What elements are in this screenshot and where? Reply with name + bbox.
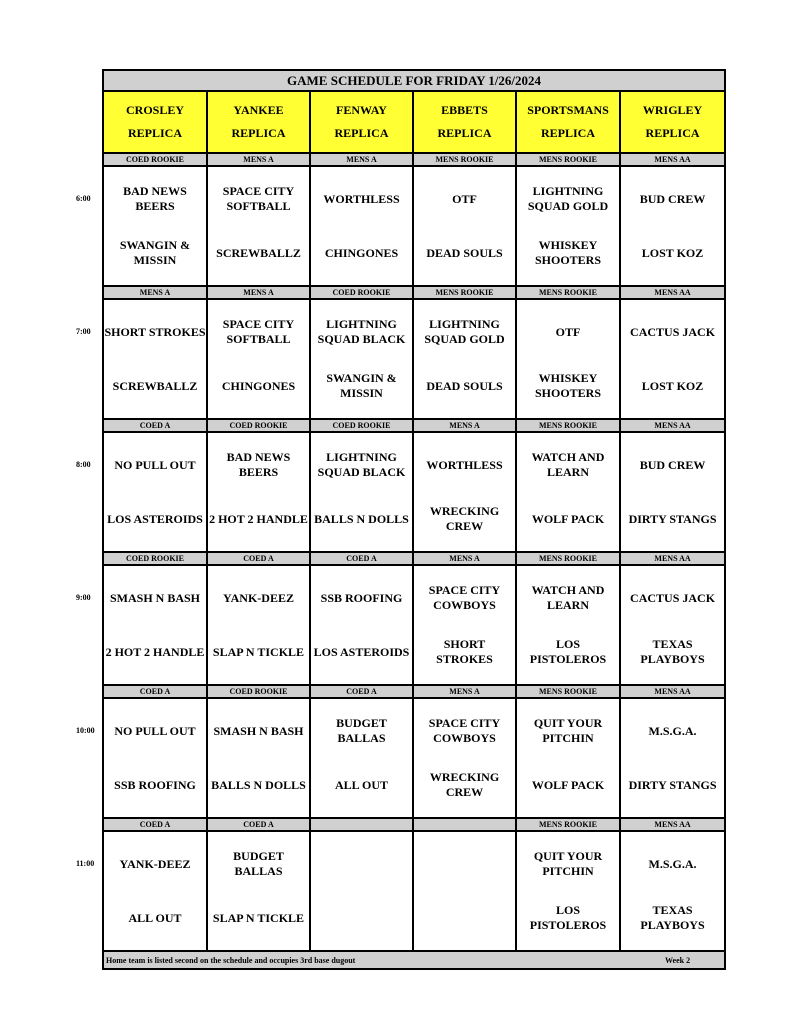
away-team: SSB ROOFING <box>320 590 403 605</box>
home-team: WOLF PACK <box>531 511 605 526</box>
division-row <box>103 153 725 166</box>
matchup-gap <box>414 488 515 496</box>
away-team: NO PULL OUT <box>114 457 196 472</box>
game-cell <box>620 432 725 552</box>
matchup-gap <box>621 887 724 895</box>
division-label: MENS ROOKIE <box>516 552 620 565</box>
division-row <box>103 286 725 299</box>
title-row <box>103 70 725 91</box>
game-cell <box>310 299 413 419</box>
matchup-gap <box>517 222 619 230</box>
matchup-gap <box>621 621 724 629</box>
division-label: MENS A <box>310 153 413 166</box>
division-label: MENS AA <box>620 419 725 432</box>
game-cell <box>516 166 620 286</box>
home-team <box>414 895 515 941</box>
time-label: 6:00 <box>76 194 91 203</box>
home-team: 2 HOT 2 HANDLE <box>105 644 205 659</box>
division-label: COED ROOKIE <box>310 419 413 432</box>
game-cell <box>516 698 620 818</box>
division-label: MENS AA <box>620 685 725 698</box>
home-team: WOLF PACK <box>531 777 605 792</box>
home-team: DIRTY STANGS <box>628 511 717 526</box>
away-team: SPACE CITY COWBOYS <box>428 583 501 612</box>
matchup-gap <box>621 222 724 230</box>
away-team: LIGHTNING SQUAD BLACK <box>317 317 406 346</box>
matchup-gap <box>104 488 206 496</box>
field-name: YANKEE <box>233 103 284 117</box>
game-cell <box>620 299 725 419</box>
schedule-title: GAME SCHEDULE FOR FRIDAY 1/26/2024 <box>103 70 725 91</box>
game-row <box>103 565 725 685</box>
away-team: M.S.G.A. <box>648 723 697 738</box>
matchup-gap <box>414 355 515 363</box>
game-cell <box>207 166 310 286</box>
home-team: SSB ROOFING <box>114 777 196 792</box>
away-team: OTF <box>555 324 581 339</box>
game-cell <box>620 565 725 685</box>
game-cell <box>620 831 725 951</box>
division-row <box>103 552 725 565</box>
away-team: M.S.G.A. <box>648 856 697 871</box>
game-cell <box>413 831 516 951</box>
home-team: TEXAS PLAYBOYS <box>640 903 705 932</box>
matchup-gap <box>517 887 619 895</box>
footer-row <box>103 951 725 969</box>
division-label: MENS ROOKIE <box>413 153 516 166</box>
away-team: BUDGET BALLAS <box>233 849 284 878</box>
game-cell <box>207 432 310 552</box>
game-cell <box>207 831 310 951</box>
matchup-gap <box>104 754 206 762</box>
division-row <box>103 419 725 432</box>
field-header <box>516 91 620 153</box>
game-cell <box>310 432 413 552</box>
home-team-note: Home team is listed second on the schedule and occupies 3rd base dugout <box>106 955 356 965</box>
week-label: Week 2 <box>664 955 691 965</box>
division-label: MENS A <box>413 419 516 432</box>
away-team: SMASH N BASH <box>109 590 201 605</box>
division-label: COED ROOKIE <box>207 685 310 698</box>
away-team: LIGHTNING SQUAD GOLD <box>527 184 609 213</box>
field-header <box>413 91 516 153</box>
home-team: LOS PISTOLEROS <box>529 637 607 666</box>
matchup-gap <box>414 222 515 230</box>
matchup-gap <box>311 887 412 895</box>
away-team: BAD NEWS BEERS <box>123 184 187 213</box>
division-label: MENS ROOKIE <box>516 685 620 698</box>
game-cell <box>103 299 207 419</box>
game-cell <box>620 698 725 818</box>
away-team: WATCH AND LEARN <box>531 450 605 479</box>
away-team: BAD NEWS BEERS <box>226 450 291 479</box>
matchup-gap <box>414 754 515 762</box>
division-label: MENS ROOKIE <box>516 818 620 831</box>
home-team: SLAP N TICKLE <box>212 644 305 659</box>
matchup-gap <box>621 754 724 762</box>
matchup-gap <box>208 621 309 629</box>
away-team: LIGHTNING SQUAD BLACK <box>317 450 406 479</box>
home-team: BALLS N DOLLS <box>314 511 409 526</box>
field-sub: REPLICA <box>334 126 389 140</box>
time-label: 10:00 <box>76 726 95 735</box>
home-team: SLAP N TICKLE <box>212 910 305 925</box>
field-sub: REPLICA <box>645 126 700 140</box>
field-name: CROSLEY <box>125 103 184 117</box>
game-cell <box>516 299 620 419</box>
matchup-gap <box>414 887 515 895</box>
matchup-gap <box>208 355 309 363</box>
home-team: WHISKEY SHOOTERS <box>534 371 602 400</box>
game-cell <box>413 432 516 552</box>
field-header <box>103 91 207 153</box>
field-header <box>620 91 725 153</box>
field-name: WRIGLEY <box>642 103 703 117</box>
division-label: MENS A <box>207 286 310 299</box>
matchup-gap <box>104 887 206 895</box>
home-team: DEAD SOULS <box>426 245 503 260</box>
home-team: DEAD SOULS <box>426 378 503 393</box>
division-label: COED ROOKIE <box>207 419 310 432</box>
matchup-gap <box>517 754 619 762</box>
field-header <box>207 91 310 153</box>
footer-cell <box>103 951 725 969</box>
away-team: SPACE CITY SOFTBALL <box>222 317 295 346</box>
home-team: SCREWBALLZ <box>112 378 198 393</box>
division-label: COED A <box>103 685 207 698</box>
field-name: SPORTSMANS <box>527 103 609 117</box>
division-row <box>103 685 725 698</box>
home-team: ALL OUT <box>128 910 182 925</box>
home-team <box>311 895 412 941</box>
footer-wrap <box>104 956 724 965</box>
matchup-gap <box>517 488 619 496</box>
home-team: 2 HOT 2 HANDLE <box>209 511 308 526</box>
matchup-gap <box>621 355 724 363</box>
away-team: WATCH AND LEARN <box>531 583 605 612</box>
division-label: MENS AA <box>620 153 725 166</box>
matchup-gap <box>311 488 412 496</box>
game-cell <box>207 299 310 419</box>
game-row <box>103 299 725 419</box>
away-team: CACTUS JACK <box>630 324 716 339</box>
division-label: COED A <box>310 685 413 698</box>
away-team: WORTHLESS <box>323 191 400 206</box>
game-cell <box>413 299 516 419</box>
division-label: MENS AA <box>620 552 725 565</box>
away-team: WORTHLESS <box>426 457 503 472</box>
away-team: SPACE CITY COWBOYS <box>428 716 501 745</box>
game-cell <box>413 565 516 685</box>
game-cell <box>516 565 620 685</box>
home-team: SWANGIN & MISSIN <box>326 371 397 400</box>
home-team: LOS PISTOLEROS <box>529 903 607 932</box>
division-label: MENS ROOKIE <box>516 286 620 299</box>
time-label: 7:00 <box>76 327 91 336</box>
home-team: BALLS N DOLLS <box>211 777 306 792</box>
division-label: MENS ROOKIE <box>516 153 620 166</box>
field-header <box>310 91 413 153</box>
division-label: COED A <box>207 552 310 565</box>
away-team: CACTUS JACK <box>630 590 716 605</box>
home-team: SHORT STROKES <box>436 637 493 666</box>
division-label: COED A <box>207 818 310 831</box>
division-label: MENS A <box>413 685 516 698</box>
away-team: OTF <box>452 191 477 206</box>
home-team: TEXAS PLAYBOYS <box>640 637 705 666</box>
matchup-gap <box>414 621 515 629</box>
home-team: LOS ASTEROIDS <box>313 644 410 659</box>
home-team: DIRTY STANGS <box>628 777 717 792</box>
division-label: COED A <box>310 552 413 565</box>
away-team: QUIT YOUR PITCHIN <box>533 849 603 878</box>
game-cell <box>207 698 310 818</box>
division-row <box>103 818 725 831</box>
time-label: 9:00 <box>76 593 91 602</box>
home-team: WHISKEY SHOOTERS <box>534 238 602 267</box>
matchup-gap <box>104 621 206 629</box>
matchup-gap <box>517 621 619 629</box>
away-team: NO PULL OUT <box>114 723 196 738</box>
schedule-table <box>102 69 726 970</box>
game-row <box>103 432 725 552</box>
division-label: COED A <box>103 419 207 432</box>
home-team: LOS ASTEROIDS <box>107 511 203 526</box>
division-label: MENS A <box>207 153 310 166</box>
division-label: COED ROOKIE <box>103 153 207 166</box>
game-cell <box>103 166 207 286</box>
game-cell <box>103 432 207 552</box>
matchup-gap <box>208 754 309 762</box>
away-team: LIGHTNING SQUAD GOLD <box>424 317 505 346</box>
game-row <box>103 831 725 951</box>
away-team: BUDGET BALLAS <box>336 716 387 745</box>
game-row <box>103 166 725 286</box>
game-cell <box>620 166 725 286</box>
division-label: COED ROOKIE <box>103 552 207 565</box>
home-team: CHINGONES <box>324 245 399 260</box>
division-label: MENS ROOKIE <box>516 419 620 432</box>
division-label: MENS ROOKIE <box>413 286 516 299</box>
game-cell <box>413 698 516 818</box>
game-cell <box>207 565 310 685</box>
home-team: WRECKING CREW <box>429 504 500 533</box>
matchup-gap <box>311 355 412 363</box>
field-sub: REPLICA <box>540 126 595 140</box>
away-team: BUD CREW <box>639 191 706 206</box>
matchup-gap <box>311 621 412 629</box>
away-team: SPACE CITY SOFTBALL <box>222 184 295 213</box>
division-label: COED ROOKIE <box>310 286 413 299</box>
away-team: QUIT YOUR PITCHIN <box>533 716 603 745</box>
time-label: 8:00 <box>76 460 91 469</box>
matchup-gap <box>621 488 724 496</box>
away-team: YANK-DEEZ <box>119 856 191 871</box>
home-team: CHINGONES <box>221 378 296 393</box>
away-team: YANK-DEEZ <box>223 590 294 605</box>
time-label: 11:00 <box>76 859 95 868</box>
field-name: FENWAY <box>336 103 387 117</box>
game-cell <box>413 166 516 286</box>
away-team: SMASH N BASH <box>213 723 304 738</box>
division-label <box>310 818 413 831</box>
home-team: LOST KOZ <box>641 245 704 260</box>
home-team: LOST KOZ <box>641 378 704 393</box>
game-cell <box>516 831 620 951</box>
home-team: SWANGIN & MISSIN <box>119 238 191 267</box>
home-team: WRECKING CREW <box>429 770 500 799</box>
away-team: BUD CREW <box>639 457 706 472</box>
game-cell <box>516 432 620 552</box>
away-team: SHORT STROKES <box>104 324 206 339</box>
game-cell <box>310 698 413 818</box>
matchup-gap <box>208 488 309 496</box>
division-label: COED A <box>103 818 207 831</box>
matchup-gap <box>208 222 309 230</box>
division-label: MENS AA <box>620 286 725 299</box>
game-cell <box>310 831 413 951</box>
field-sub: REPLICA <box>127 126 182 140</box>
game-cell <box>103 698 207 818</box>
matchup-gap <box>208 887 309 895</box>
home-team: ALL OUT <box>334 777 388 792</box>
matchup-gap <box>311 222 412 230</box>
field-header-row <box>103 91 725 153</box>
away-team <box>414 841 515 887</box>
field-sub: REPLICA <box>231 126 286 140</box>
division-label: MENS AA <box>620 818 725 831</box>
division-label: MENS A <box>103 286 207 299</box>
division-label: MENS A <box>413 552 516 565</box>
away-team <box>311 841 412 887</box>
matchup-gap <box>517 355 619 363</box>
game-cell <box>310 166 413 286</box>
matchup-gap <box>104 355 206 363</box>
game-cell <box>310 565 413 685</box>
home-team: SCREWBALLZ <box>216 245 301 260</box>
field-name: EBBETS <box>441 103 488 117</box>
matchup-gap <box>104 222 206 230</box>
division-label <box>413 818 516 831</box>
field-sub: REPLICA <box>437 126 492 140</box>
schedule-body <box>103 70 725 969</box>
game-cell <box>103 565 207 685</box>
game-cell <box>103 831 207 951</box>
matchup-gap <box>311 754 412 762</box>
game-row <box>103 698 725 818</box>
